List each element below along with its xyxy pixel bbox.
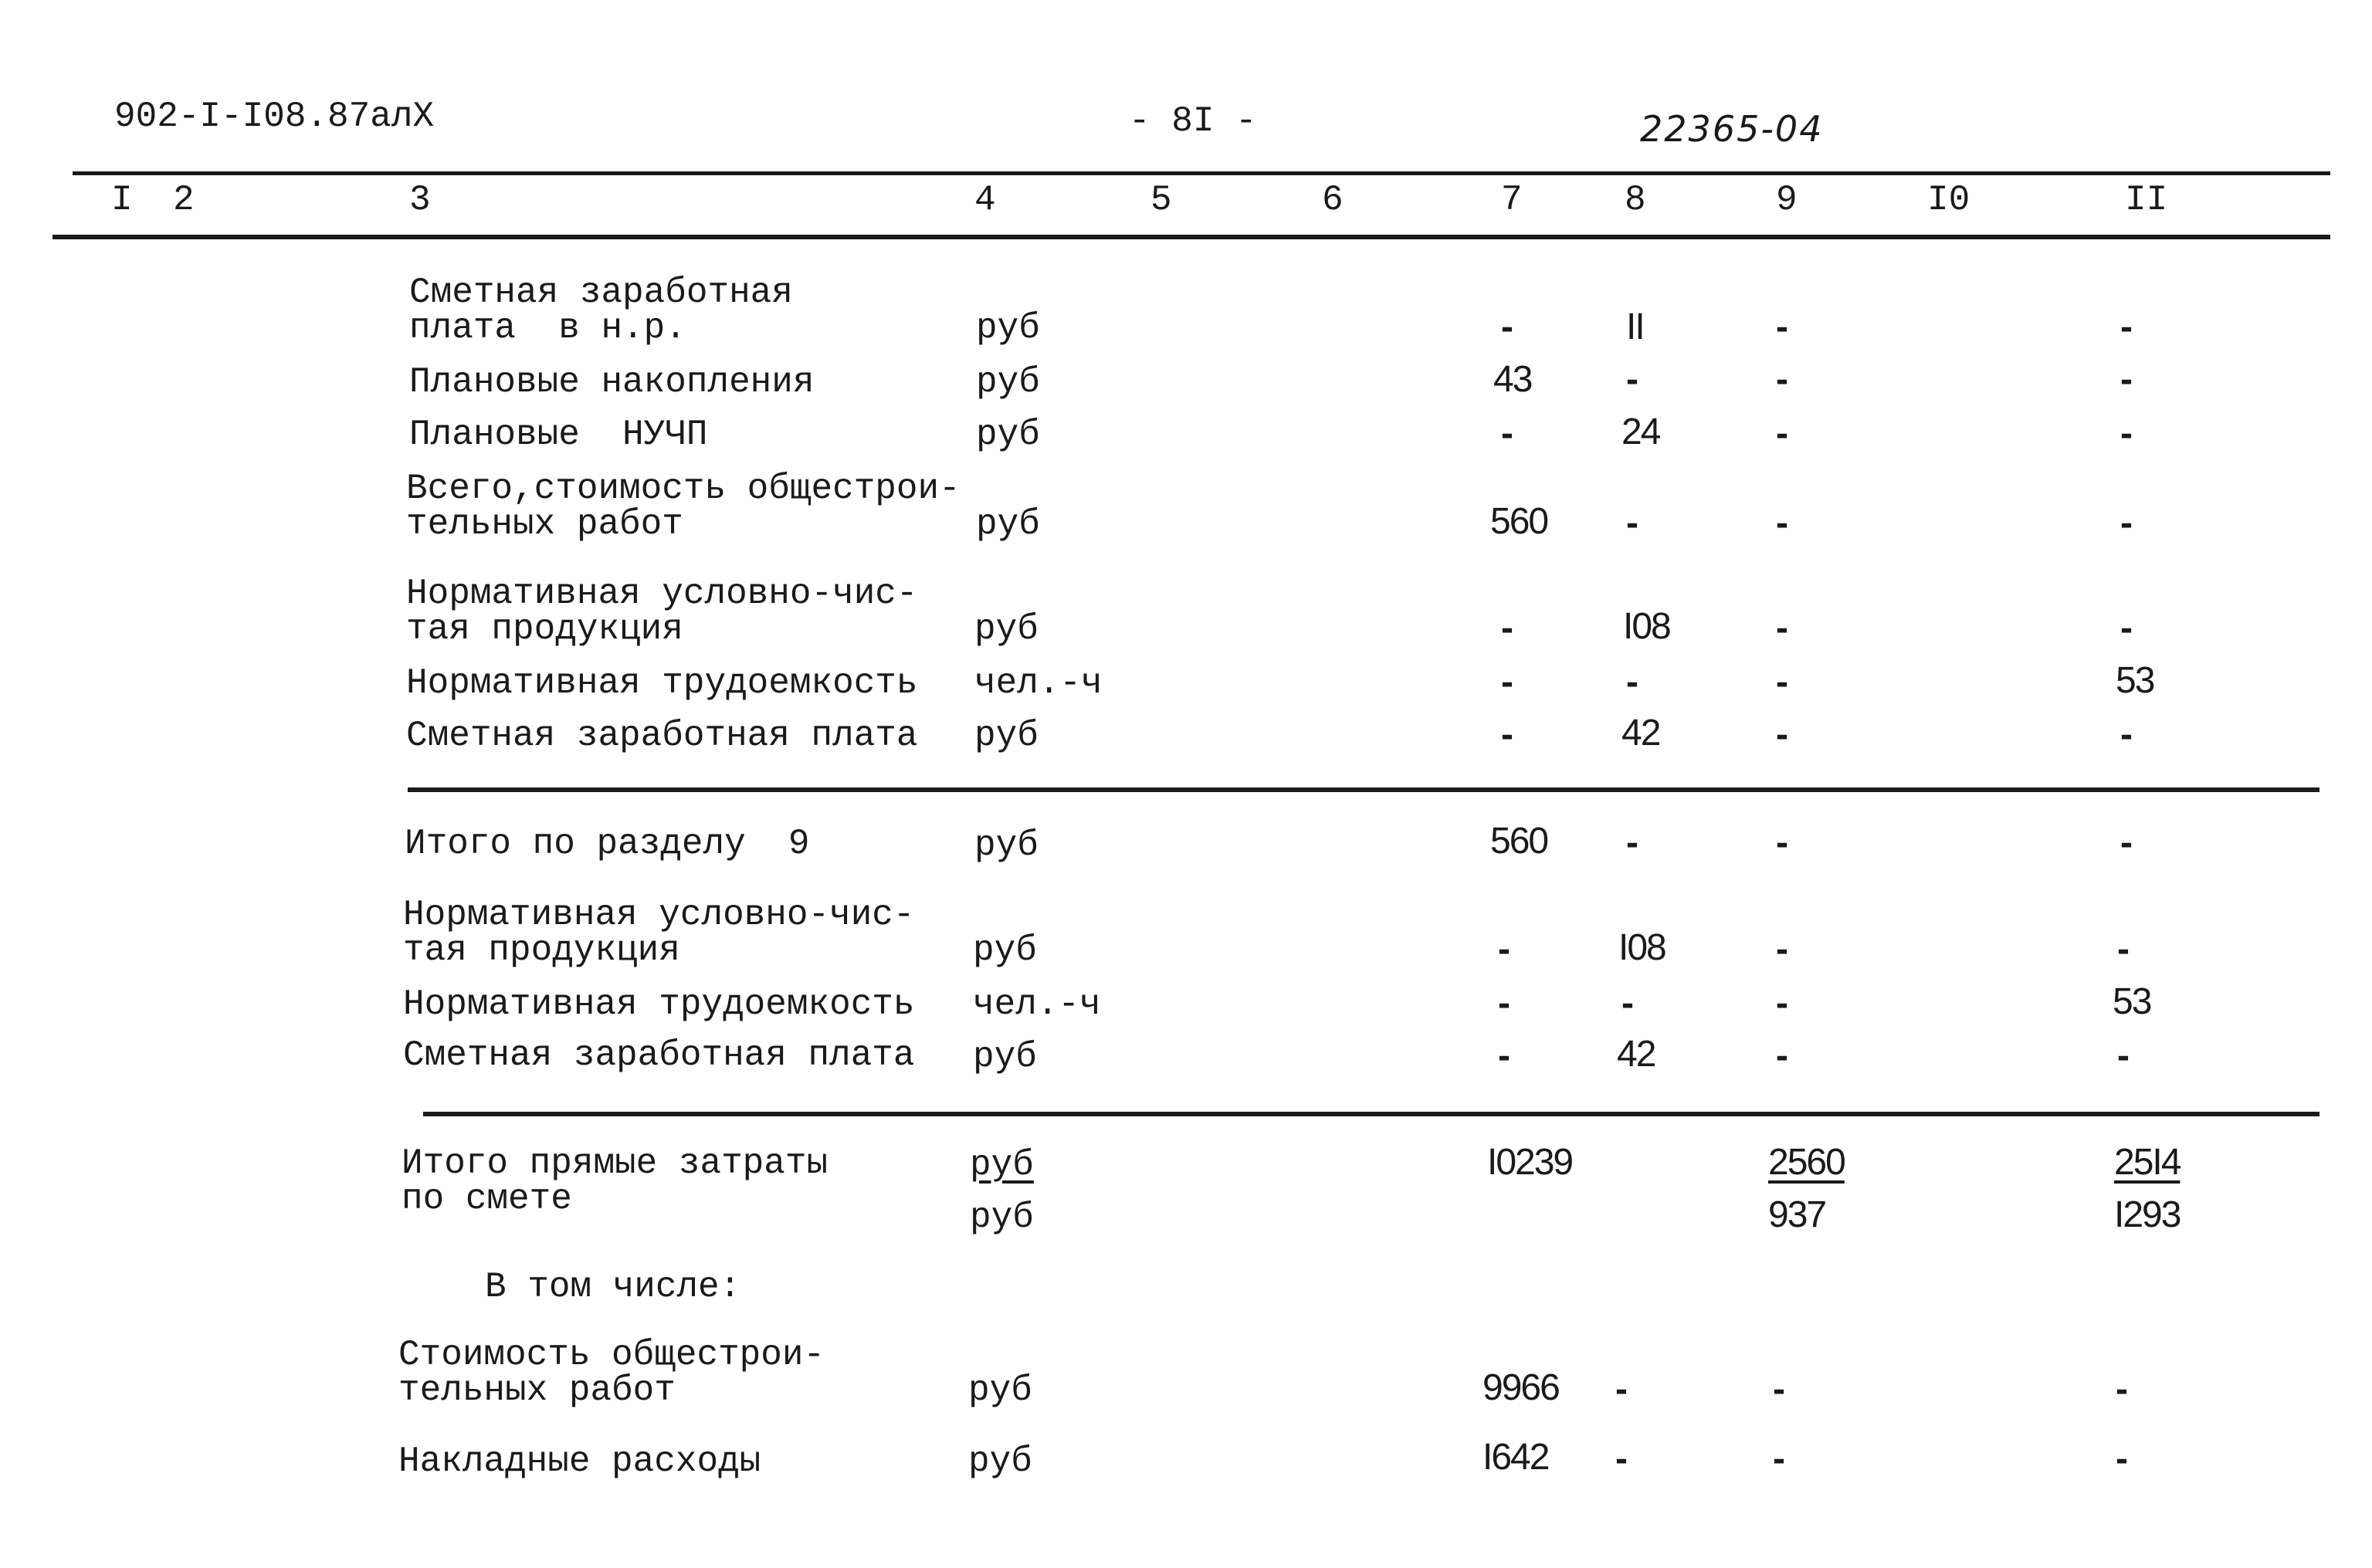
row-label: Всего,стоимость общестрои- тельных работ	[406, 469, 961, 544]
totals-unit-top: руб	[970, 1145, 1034, 1185]
cell-col9: -	[1773, 1369, 1785, 1410]
cell-col7: -	[1501, 662, 1513, 703]
cell-col7: -	[1501, 413, 1513, 454]
row-unit: руб	[973, 1037, 1037, 1077]
row-unit: руб	[976, 504, 1040, 544]
cell-col8: -	[1615, 1369, 1628, 1410]
col-header-3: 3	[409, 180, 431, 220]
row-unit: руб	[974, 716, 1039, 756]
row-unit: руб	[974, 609, 1039, 649]
cell-col9: -	[1776, 608, 1788, 649]
handwritten-doc-number: 22365-04	[1640, 108, 1824, 150]
row-label: Плановые накопления	[409, 362, 815, 402]
col-header-6: 6	[1322, 180, 1344, 220]
cell-col8: -	[1626, 822, 1638, 863]
row-label: Нормативная трудоемкость	[403, 984, 915, 1024]
cell-col8: -	[1626, 359, 1638, 400]
cell-col9: -	[1776, 359, 1788, 400]
row-unit: руб	[968, 1370, 1032, 1411]
row-label: Нормативная трудоемкость	[406, 663, 918, 703]
cell-col11: 53	[2113, 981, 2151, 1022]
cell-col11: -	[2120, 608, 2133, 649]
cell-col11: -	[2120, 306, 2133, 347]
cell-col8: -	[1626, 503, 1638, 544]
cell-col11: 53	[2116, 660, 2154, 701]
col-header-2: 2	[173, 180, 195, 220]
document-code: 902-I-I08.87алX	[114, 97, 435, 137]
cell-col11: -	[2120, 413, 2133, 454]
row-unit: руб	[976, 415, 1040, 455]
row-label: Накладные расходы	[398, 1441, 761, 1482]
cell-col8: -	[1615, 1438, 1628, 1479]
cell-col7: -	[1498, 983, 1510, 1024]
cell-col8: -	[1626, 662, 1638, 703]
cell-col7: 560	[1490, 821, 1548, 862]
cell-col8: 42	[1617, 1034, 1655, 1075]
header-bottom-rule	[53, 235, 2330, 239]
cell-col9: -	[1773, 1438, 1785, 1479]
cell-col9: -	[1776, 306, 1788, 347]
cell-col11: -	[2117, 1035, 2130, 1076]
totals-col11-bottom: I293	[2114, 1194, 2181, 1235]
cell-col7: -	[1498, 929, 1510, 970]
cell-col9: -	[1776, 929, 1788, 970]
col-header-11: II	[2125, 180, 2168, 220]
cell-col11: -	[2120, 503, 2133, 544]
cell-col7: 43	[1493, 359, 1532, 400]
cell-col7: -	[1501, 306, 1513, 347]
row-unit: руб	[973, 930, 1037, 970]
cell-col9: -	[1776, 983, 1788, 1024]
col-header-1: I	[111, 180, 133, 220]
cell-col7: -	[1501, 608, 1513, 649]
including-label: В том числе:	[485, 1267, 741, 1307]
cell-col8: 42	[1621, 713, 1660, 754]
col-header-5: 5	[1150, 180, 1172, 220]
cell-col11: -	[2120, 359, 2133, 400]
header-top-rule	[73, 171, 2330, 175]
cell-col11: -	[2120, 822, 2133, 863]
row-unit: чел.-ч	[974, 663, 1103, 703]
row-label: Нормативная условно-чис- тая продукция	[406, 574, 918, 649]
cell-col7: -	[1501, 714, 1513, 755]
row-label: Нормативная условно-чис- тая продукция	[403, 895, 915, 970]
page-number: - 8I -	[1129, 101, 1257, 141]
row-label: Сметная заработная плата в н.р.	[409, 273, 793, 348]
row-label: Сметная заработная плата	[406, 716, 918, 756]
row-unit: руб	[968, 1441, 1032, 1482]
col-header-10: I0	[1927, 180, 1970, 220]
cell-col11: -	[2120, 714, 2133, 755]
cell-col9: -	[1776, 503, 1788, 544]
cell-col8: I08	[1623, 606, 1670, 647]
row-unit: руб	[976, 362, 1040, 402]
col-header-4: 4	[974, 180, 996, 220]
row-unit: руб	[976, 308, 1040, 348]
totals-col11-top: 25I4	[2114, 1142, 2181, 1183]
row-label: Сметная заработная плата	[403, 1035, 915, 1075]
totals-col9-top: 2560	[1768, 1142, 1845, 1183]
cell-col8: I08	[1618, 927, 1665, 968]
cell-col8: 24	[1621, 411, 1660, 452]
section-divider	[423, 1112, 2319, 1116]
cell-col8: II	[1626, 306, 1644, 347]
cell-col9: -	[1776, 1035, 1788, 1076]
cell-col9: -	[1776, 662, 1788, 703]
totals-label: Итого прямые затраты по смете	[402, 1143, 829, 1219]
cell-col11: -	[2117, 929, 2130, 970]
col-header-8: 8	[1625, 180, 1646, 220]
cell-col9: -	[1776, 822, 1788, 863]
row-label: Плановые НУЧП	[409, 415, 708, 455]
totals-unit-bottom: руб	[970, 1197, 1034, 1238]
cell-col11: -	[2116, 1369, 2128, 1410]
totals-col9-bottom: 937	[1768, 1194, 1826, 1235]
cell-col7: -	[1498, 1035, 1510, 1076]
cell-col9: -	[1776, 714, 1788, 755]
cell-col11: -	[2116, 1438, 2128, 1479]
row-unit: руб	[974, 825, 1039, 865]
cell-col7: 560	[1490, 501, 1548, 542]
cell-col9: -	[1776, 413, 1788, 454]
row-label: Стоимость общестрои- тельных работ	[398, 1335, 825, 1411]
section-divider	[408, 787, 2319, 792]
col-header-7: 7	[1501, 180, 1523, 220]
col-header-9: 9	[1776, 180, 1798, 220]
cell-col7: 9966	[1482, 1367, 1559, 1408]
row-unit: чел.-ч	[973, 984, 1101, 1024]
cell-col7: I642	[1482, 1437, 1549, 1478]
cell-col8: -	[1621, 983, 1634, 1024]
totals-col7: I0239	[1487, 1142, 1573, 1183]
row-label: Итого по разделу 9	[405, 824, 810, 864]
